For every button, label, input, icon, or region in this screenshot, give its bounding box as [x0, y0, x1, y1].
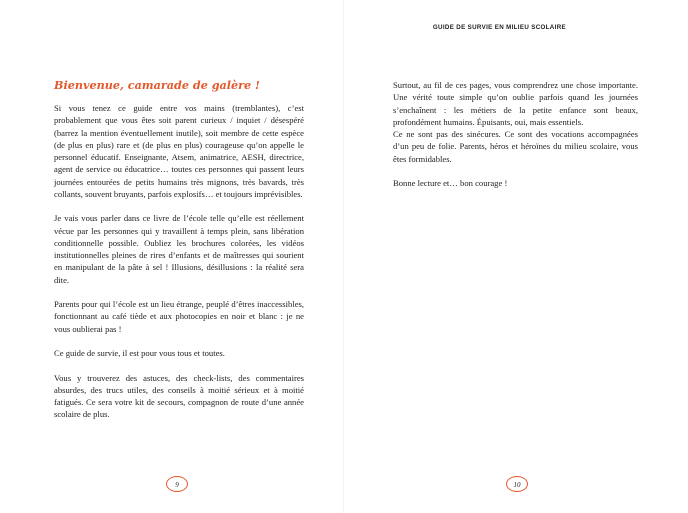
right-page-body [393, 79, 638, 202]
left-page-body [54, 102, 304, 433]
paragraph: Ce ne sont pas des sinécures. Ce sont des vocations accompagnées d’un peu de folie. Parents, héros et héroïnes du milieu scolaire, vous êtes formidables. [393, 129, 638, 164]
paragraph: Parents pour qui l’école est un lieu étrange, peuplé d’êtres inaccessibles, fonctionnant au café tiède et aux photocopies en noir et blanc : je ne vous oublierai pas ! [54, 299, 304, 334]
paragraph: Je vais vous parler dans ce livre de l’école telle qu’elle est réellement vécue par les personnes qui y travaillent à temps plein, sans libération conditionnelle possible. Oubliez les brochures colorées, les vidéos institutionnelles pleines de rires d’enfants et de maîtresses qui sourient en manipulant de la pâte à sel ! Illusions, désillusions : la réalité sera dite. [54, 213, 304, 285]
paragraph: Surtout, au fil de ces pages, vous comprendrez une chose importante. Une vérité toute simple qu’on oublie parfois quand les journées s’enchaînent : les métiers de la petite enfance sont beaux, profondément humains. Épuisants, oui, mais essentiels. [393, 80, 638, 127]
page-number-right: 10 [506, 476, 528, 492]
closing-line: Bonne lecture et… bon courage ! [393, 178, 508, 188]
paragraph: Si vous tenez ce guide entre vos mains (tremblantes), c’est probablement que vous êtes soit parent curieux / inquiet / désespéré (barrez la mention éventuellement inutile), soit membre de cette espèce (de plus en plus) rare et (de plus en plus) courageuse qu’on appelle le personnel éducatif. Enseignante, Atsem, animatrice, AESH, directrice, agent de service ou éducatrice… toutes ces personnes qui passent leurs journées entourées de petits humains très mignons, très bavards, très collants, souvent bruyants, parfois explosifs… et toujours imprévisibles. [54, 103, 304, 199]
paragraph: Vous y trouverez des astuces, des check-lists, des commentaires absurdes, des trucs utiles, des conseils à moitié sérieux et à moitié fatigués. Ce sera votre kit de secours, compagnon de route d’une année scolaire de plus. [54, 372, 304, 420]
chapter-title: Bienvenue, camarade de galère ! [54, 78, 260, 92]
paragraph: Ce guide de survie, il est pour vous tous et toutes. [54, 348, 225, 358]
running-header: GUIDE DE SURVIE EN MILIEU SCOLAIRE [432, 24, 566, 31]
page-number-left: 9 [166, 476, 188, 492]
right-page [344, 0, 688, 513]
